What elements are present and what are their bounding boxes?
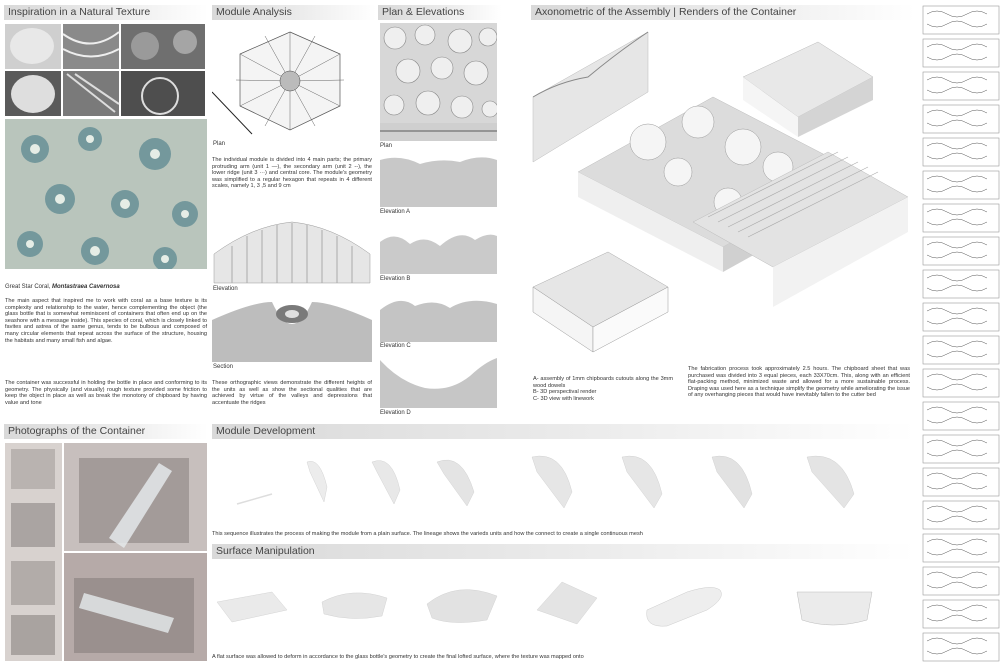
- axonometric-title: Axonometric of the Assembly | Renders of the Container: [531, 5, 915, 20]
- orthographic-description: These orthographic views demonstrate the different heights of the units as well as show the sectional qualities that are achieved by virtue of the valleys and depressions that accentuate the ridges: [212, 380, 372, 406]
- cutout-sheets-strip: [921, 4, 1003, 666]
- module-development-sequence: [212, 442, 912, 522]
- module-development-caption: This sequence illustrates the process of making the module from a plain surface. The lineage shows the varieds units and how the connect to create a single continuous mesh: [212, 531, 643, 537]
- module-section-label: Section: [213, 364, 234, 370]
- module-plan-label: Plan: [213, 141, 226, 147]
- plan-drawing: [380, 23, 497, 141]
- photos-title: Photographs of the Container: [4, 424, 208, 439]
- inspiration-title: Inspiration in a Natural Texture: [4, 5, 208, 20]
- module-elevation-label: Elevation: [213, 286, 238, 292]
- fabrication-description: The fabrication process took approximately 2.5 hours. The chipboard sheet that was purchased was divided into 3 equal pieces, each 33X70cm. This, along with an efficient flat-packing method, minimized waste and allowed for a more sustainable process. Draping was used here as a technique simplify the geometry while ameliorating the issue of any overhanging pieces that would have inevitably fallen to the cutter bed: [688, 366, 910, 399]
- plan-elevations-title: Plan & Elevations: [378, 5, 502, 20]
- inspiration-paragraph-2: The container was successful in holding the bottle in place and conforming to its geometry. The physically (and visually) rough texture provided some friction to keep the object in place as well as break the monotony of chipboard by having value and tone: [5, 380, 207, 406]
- module-development-title: Module Development: [212, 424, 916, 439]
- surface-manipulation-sequence: [212, 570, 912, 640]
- axon-legend: [533, 376, 673, 402]
- plan-label: Plan: [380, 143, 393, 149]
- surface-manipulation-title: Surface Manipulation: [212, 544, 916, 559]
- container-photos-small: [5, 443, 62, 661]
- coral-photo: [5, 119, 207, 269]
- legend-b: B- 3D perspectival render: [533, 389, 597, 396]
- module-elevation-drawing: [212, 216, 372, 284]
- container-photos-bottle: [64, 443, 207, 661]
- elevation-a-drawing: [380, 150, 497, 207]
- elevation-c-label: Elevation C: [380, 343, 411, 349]
- legend-a: A- assembly of 1mm chipboards cutouts along the 3mm wood dowels: [533, 376, 673, 389]
- module-section-drawing: [212, 294, 372, 362]
- module-description: The individual module is divided into 4 main parts; the primary protruding arm (unit 1 —), the secondary arm (unit 2 --), the lower ridge (unit 3 ···) and central core. The module's geometry was simplified to a regular hexagon that repeats in 4 different scales, namely 1, 3 ,5 and 9 cm: [212, 157, 372, 190]
- axonometric-render: [528, 22, 913, 362]
- legend-c: C- 3D view with linework: [533, 395, 594, 402]
- elevation-d-label: Elevation D: [380, 410, 411, 416]
- elevation-a-label: Elevation A: [380, 209, 411, 215]
- elevation-d-drawing: [380, 352, 497, 408]
- elevation-b-drawing: [380, 222, 497, 274]
- elevation-c-drawing: [380, 288, 497, 342]
- coral-detail-photos: [5, 24, 205, 116]
- module-analysis-title: Module Analysis: [212, 5, 376, 20]
- coral-caption: Great Star Coral, Montastraea Cavernosa: [5, 284, 120, 290]
- module-plan-drawing: [212, 24, 372, 139]
- surface-manipulation-caption: A flat surface was allowed to deform in accordance to the glass bottle's geometry to create the final lofted surface, where the texture was mapped onto: [212, 654, 584, 660]
- elevation-b-label: Elevation B: [380, 276, 411, 282]
- inspiration-paragraph-1: The main aspect that inspired me to work with coral as a base texture is its complexity and relationship to the water, hence complementing the object (the glass bottle that is somewhat reminiscent of containers that often end up on the seashore with a message inside). This species of coral, which is closely linked to favites and astrea of the same genus, tends to be bulbous and composed of many circular elements that repeat across the surface of the structure, housing the habitats and many small fish and algae.: [5, 298, 207, 344]
